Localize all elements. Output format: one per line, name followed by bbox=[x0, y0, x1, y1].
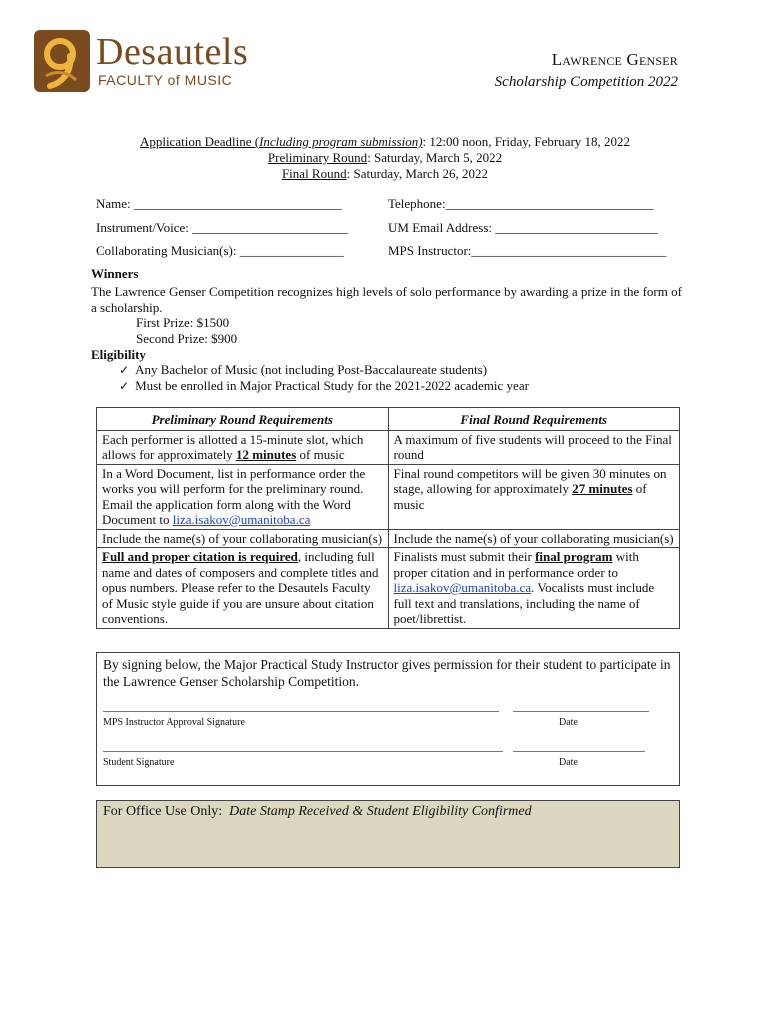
final-collab-cell: Include the name(s) of your collaborating musician(s) bbox=[388, 529, 680, 548]
office-italic: Date Stamp Received & Student Eligibility Confirmed bbox=[229, 804, 532, 819]
table-header-row bbox=[97, 408, 680, 431]
prelim-citation-cell bbox=[97, 548, 389, 629]
student-signature-label: Student Signature bbox=[103, 757, 175, 768]
winners-text: The Lawrence Genser Competition recognizes high levels of solo performance by awarding a prize in the form of a scholarship. bbox=[91, 284, 682, 315]
table-row bbox=[97, 464, 680, 529]
eligibility-item bbox=[119, 378, 529, 394]
signature-box bbox=[96, 652, 680, 786]
final-program-cell bbox=[388, 548, 680, 629]
winners-heading: Winners bbox=[91, 266, 139, 281]
email-link[interactable]: liza.isakov@umanitoba.ca bbox=[393, 580, 532, 595]
p2-text: In a Word Document, list in performance order the works you will perform for the preliminary round. Email the application form along with the Word Document to bbox=[102, 465, 366, 527]
eligibility-item bbox=[119, 362, 487, 378]
citation-required: Full and proper citation is required bbox=[102, 549, 298, 564]
f2-text-end: of music bbox=[393, 481, 647, 512]
f4-text-end: . Vocalists must include full text and translations, including the name of poet/librettist. bbox=[393, 580, 655, 626]
mps-date-line[interactable] bbox=[513, 711, 649, 712]
final-line bbox=[0, 166, 770, 182]
f4-text-mid: with proper citation and in performance order to bbox=[393, 549, 639, 580]
deadline-label: Application Deadline ( bbox=[139, 134, 260, 149]
student-date-label: Date bbox=[559, 757, 578, 768]
f2-text: Final round competitors will be given 30 minutes on stage, allowing for approximately bbox=[393, 465, 667, 496]
student-signature-line[interactable] bbox=[103, 751, 503, 752]
music-note-logo-icon bbox=[34, 30, 90, 92]
instrument-field[interactable]: Instrument/Voice: ________________________ bbox=[96, 220, 349, 235]
office-use-box bbox=[96, 800, 680, 868]
collaborating-musician-field[interactable]: Collaborating Musician(s): ________________ bbox=[96, 243, 344, 258]
telephone-field[interactable]: Telephone:________________________________ bbox=[388, 196, 654, 211]
email-field[interactable]: UM Email Address: _________________________ bbox=[388, 220, 658, 235]
student-date-line[interactable] bbox=[513, 751, 645, 752]
final-header: Final Round Requirements bbox=[388, 408, 680, 431]
f2-minutes: 27 minutes bbox=[572, 481, 633, 496]
f4-text: Finalists must submit their bbox=[393, 549, 536, 564]
deadline-line bbox=[0, 134, 770, 150]
table-row bbox=[97, 529, 680, 548]
p1-minutes: 12 minutes bbox=[235, 447, 297, 462]
prelim-collab-cell: Include the name(s) of your collaborating musician(s) bbox=[97, 529, 389, 548]
prelim-line bbox=[0, 150, 770, 166]
title-line1: Lawrence Genser bbox=[551, 50, 678, 69]
final-max-cell: A maximum of five students will proceed to the Final round bbox=[388, 430, 680, 464]
first-prize: First Prize: $1500 bbox=[136, 315, 230, 330]
office-use-text bbox=[103, 804, 532, 820]
prelim-value: : Saturday, March 5, 2022 bbox=[367, 150, 503, 165]
p1-text: Each performer is allotted a 15-minute slot, which allows for approximately bbox=[102, 431, 364, 462]
office-label: For Office Use Only: bbox=[103, 804, 230, 819]
logo-faculty: FACULTY of MUSIC bbox=[98, 72, 233, 88]
checkmark-icon: ✓ bbox=[119, 363, 130, 377]
eligibility-item-label: Any Bachelor of Music (not including Post-Baccalaureate students) bbox=[135, 362, 488, 377]
permission-text: By signing below, the Major Practical Study Instructor gives permission for their student to participate in the Lawrence Genser Scholarship Competition. bbox=[103, 657, 671, 689]
mps-date-label: Date bbox=[559, 717, 578, 728]
deadline-italic: Including program submission) bbox=[259, 134, 423, 149]
prelim-slot-cell bbox=[97, 430, 389, 464]
table-row bbox=[97, 548, 680, 629]
final-value: : Saturday, March 26, 2022 bbox=[346, 166, 489, 181]
second-prize: Second Prize: $900 bbox=[136, 331, 238, 346]
citation-text: , including full name and dates of composers and complete titles and opus numbers. Please refer to the Desautels Faculty of Music style guide if you are unsure about citation conventions. bbox=[102, 549, 379, 626]
deadline-value: : 12:00 noon, Friday, February 18, 2022 bbox=[422, 134, 631, 149]
logo-name: Desautels bbox=[96, 31, 249, 73]
title-line2: Scholarship Competition 2022 bbox=[494, 74, 678, 90]
final-stage-cell bbox=[388, 464, 680, 529]
table-row bbox=[97, 430, 680, 464]
eligibility-heading: Eligibility bbox=[91, 347, 146, 362]
p1-text-end: of music bbox=[296, 447, 345, 462]
final-program: final program bbox=[535, 549, 613, 564]
final-label: Final Round bbox=[281, 166, 347, 181]
mps-signature-label: MPS Instructor Approval Signature bbox=[103, 717, 245, 728]
faculty-logo bbox=[34, 30, 264, 94]
mps-instructor-field[interactable]: MPS Instructor:______________________________ bbox=[388, 243, 667, 258]
prelim-label: Preliminary Round bbox=[267, 150, 368, 165]
name-field[interactable]: Name: ________________________________ bbox=[96, 196, 342, 211]
document-title bbox=[495, 50, 678, 91]
checkmark-icon: ✓ bbox=[119, 379, 130, 393]
important-dates bbox=[0, 134, 770, 182]
prelim-document-cell bbox=[97, 464, 389, 529]
requirements-table bbox=[96, 407, 680, 629]
prelim-header: Preliminary Round Requirements bbox=[97, 408, 389, 431]
eligibility-item-label: Must be enrolled in Major Practical Study for the 2021-2022 academic year bbox=[135, 378, 529, 393]
email-link[interactable]: liza.isakov@umanitoba.ca bbox=[172, 512, 311, 527]
mps-signature-line[interactable] bbox=[103, 711, 499, 712]
